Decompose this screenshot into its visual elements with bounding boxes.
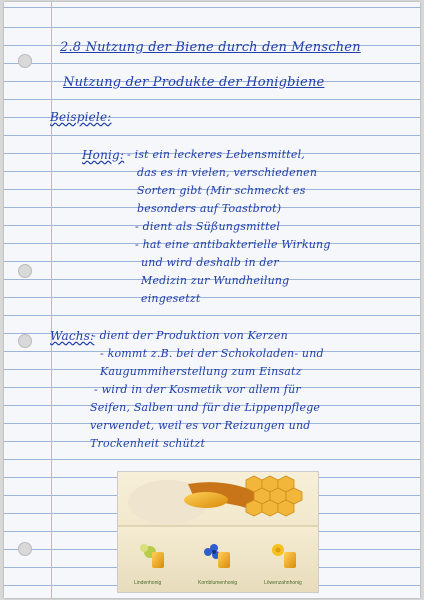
page-title: 2.8 Nutzung der Biene durch den Menschen (60, 40, 361, 55)
honey-illustration (118, 472, 318, 592)
wachs-line: verwendet, weil es vor Reizungen und (90, 419, 311, 432)
punch-hole (18, 542, 32, 556)
punch-hole (18, 54, 32, 68)
caption-loewenzahnhonig: Löwenzahnhonig (264, 580, 302, 586)
wachs-line: - dient der Produktion von Kerzen (92, 329, 288, 342)
notebook-page (4, 2, 420, 598)
honey-product-photo (117, 471, 319, 593)
wachs-label: Wachs: (50, 329, 95, 343)
honig-line: und wird deshalb in der (141, 256, 279, 269)
honig-line: besonders auf Toastbrot) (137, 202, 282, 215)
caption-kornblumenhonig: Kornblumenhonig (198, 580, 238, 586)
wachs-line: - wird in der Kosmetik vor allem für (94, 383, 301, 396)
honig-line: eingesetzt (141, 292, 201, 305)
wachs-line: Seifen, Salben und für die Lippenpflege (90, 401, 321, 414)
wachs-line: Trockenheit schützt (90, 437, 206, 450)
page-subtitle: Nutzung der Produkte der Honigbiene (63, 75, 325, 90)
punch-hole (18, 334, 32, 348)
wachs-line: - kommt z.B. bei der Schokoladen- und (100, 347, 324, 360)
punch-hole (18, 264, 32, 278)
honig-label: Honig: (82, 148, 125, 162)
honig-line: - hat eine antibakterielle Wirkung (135, 238, 331, 251)
caption-lindenhonig: Lindenhonig (134, 580, 162, 586)
honig-line: Medizin zur Wundheilung (141, 274, 290, 287)
honig-line: das es in vielen, verschiedenen (137, 166, 318, 179)
honig-line: - dient als Süßungsmittel (135, 220, 281, 233)
wachs-line: Kaugummiherstellung zum Einsatz (100, 365, 302, 378)
honig-line: - ist ein leckeres Lebensmittel, (127, 148, 305, 161)
honig-line: Sorten gibt (Mir schmeckt es (137, 184, 306, 197)
examples-label: Beispiele: (50, 110, 112, 124)
